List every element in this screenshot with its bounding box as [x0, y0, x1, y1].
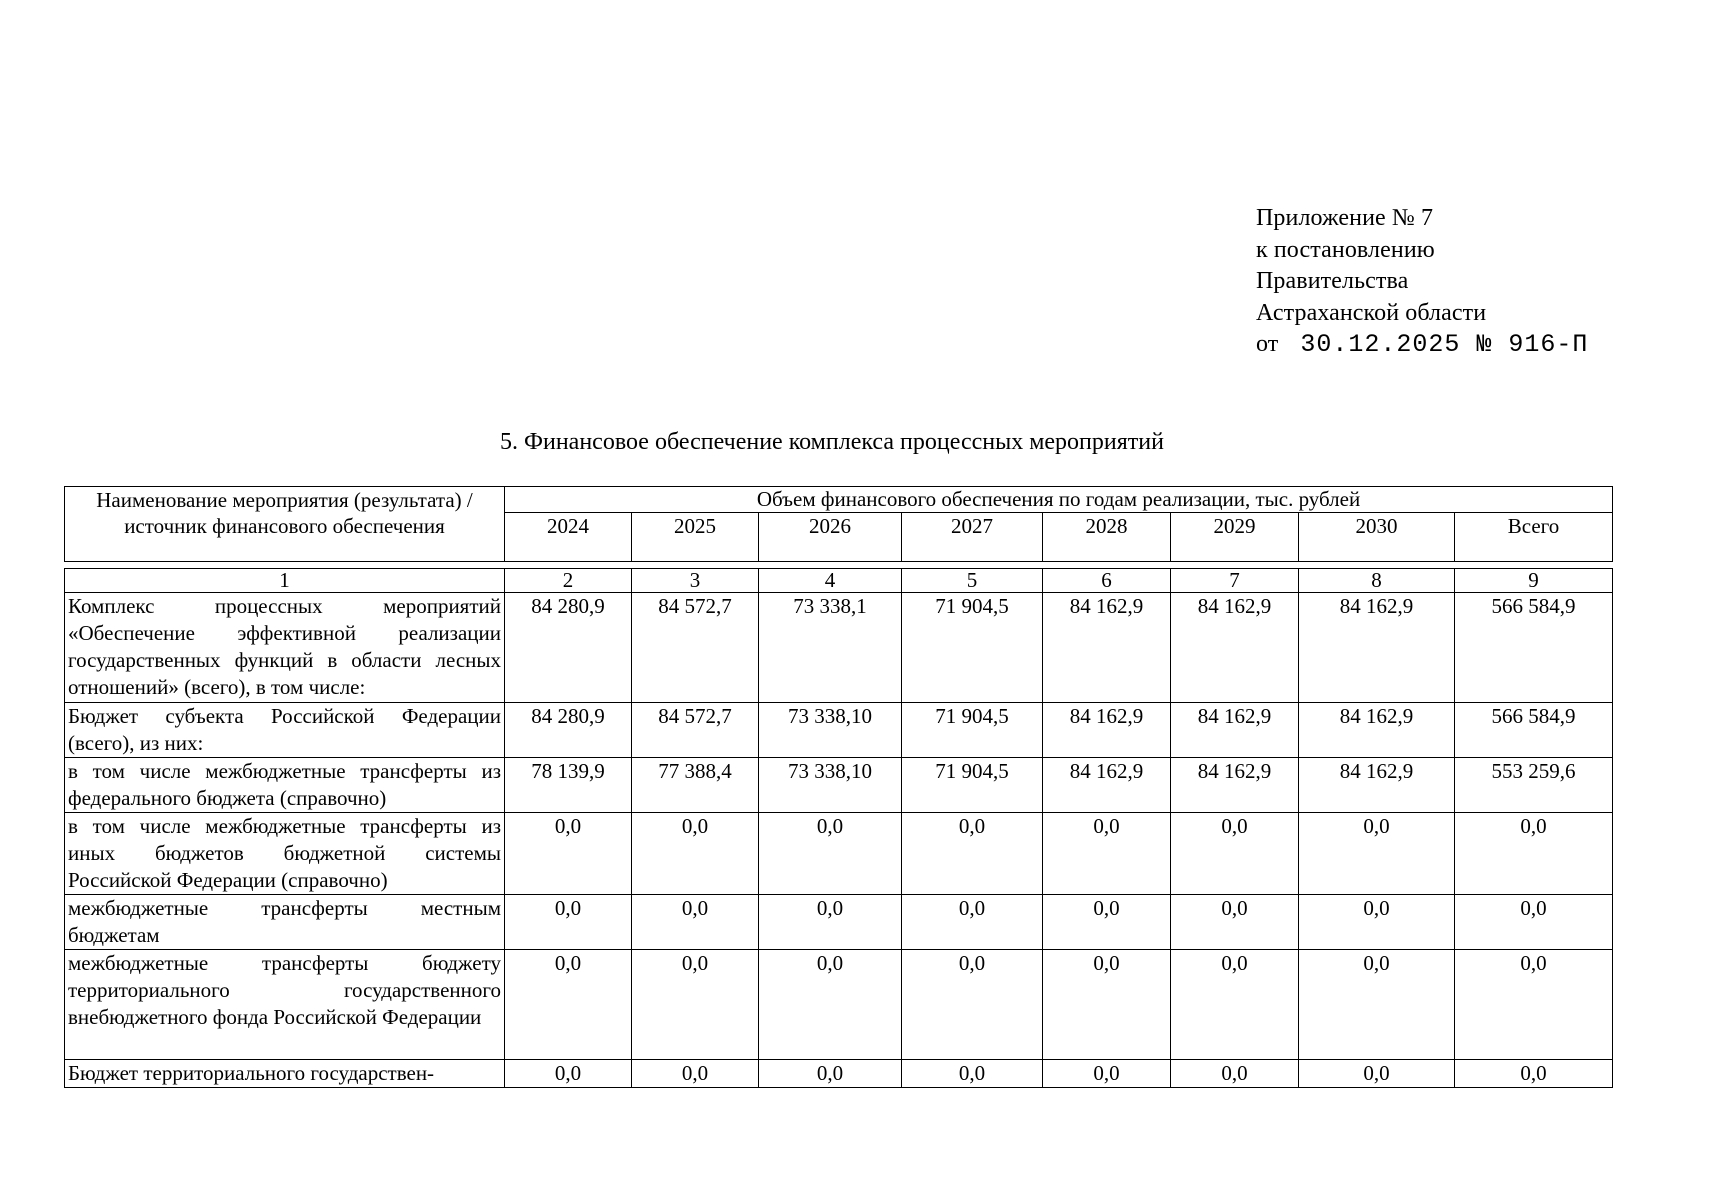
row-name: в том числе межбюджетные трансферты из иных бюджетов бюджетной системы Российской Федерации (справочно): [65, 813, 505, 895]
row-value: 84 162,9: [1171, 703, 1299, 758]
row-value: 71 904,5: [902, 703, 1043, 758]
table-row: [65, 1060, 1613, 1088]
row-value: 0,0: [1043, 1060, 1171, 1088]
row-value: 71 904,5: [902, 758, 1043, 813]
row-value: 0,0: [505, 813, 632, 895]
column-numbers-row: [65, 569, 1613, 593]
column-number: 4: [759, 569, 902, 593]
row-value: 0,0: [1299, 1060, 1455, 1088]
column-number: 5: [902, 569, 1043, 593]
row-value: 0,0: [1043, 895, 1171, 950]
row-total: 0,0: [1455, 1060, 1613, 1088]
row-value: 0,0: [902, 1060, 1043, 1088]
row-value: 73 338,10: [759, 758, 902, 813]
table-row: [65, 950, 1613, 1060]
row-value: 0,0: [759, 950, 902, 1060]
appendix-line-resolution: к постановлению: [1256, 236, 1435, 263]
row-value: 71 904,5: [902, 593, 1043, 703]
row-name: Бюджет субъекта Российской Федерации (всего), из них:: [65, 703, 505, 758]
row-value: 0,0: [505, 895, 632, 950]
header-volume: Объем финансового обеспечения по годам реализации, тыс. рублей: [505, 487, 1613, 513]
column-number: 9: [1455, 569, 1613, 593]
column-number: 3: [632, 569, 759, 593]
year-header: 2026: [759, 513, 902, 562]
date-and-number: 30.12.2025 № 916-П: [1300, 330, 1589, 359]
row-value: 84 162,9: [1043, 758, 1171, 813]
appendix-line-government: Правительства: [1256, 268, 1409, 294]
row-total: 0,0: [1455, 950, 1613, 1060]
column-number: 1: [65, 569, 505, 593]
row-value: 0,0: [759, 1060, 902, 1088]
row-total: 566 584,9: [1455, 593, 1613, 703]
row-value: 0,0: [505, 1060, 632, 1088]
row-value: 84 162,9: [1299, 758, 1455, 813]
row-total: 566 584,9: [1455, 703, 1613, 758]
row-total: 553 259,6: [1455, 758, 1613, 813]
year-header: 2024: [505, 513, 632, 562]
row-value: 73 338,1: [759, 593, 902, 703]
column-number: 2: [505, 569, 632, 593]
row-value: 84 572,7: [632, 593, 759, 703]
appendix-date-line: [1256, 329, 1588, 361]
row-value: 0,0: [632, 950, 759, 1060]
appendix-line-region: Астраханской области: [1256, 299, 1487, 326]
year-header: 2029: [1171, 513, 1299, 562]
row-value: 78 139,9: [505, 758, 632, 813]
row-value: 84 162,9: [1171, 593, 1299, 703]
row-value: 0,0: [1299, 813, 1455, 895]
table-row: [65, 895, 1613, 950]
table-row: [65, 703, 1613, 758]
row-value: 84 162,9: [1043, 703, 1171, 758]
total-header: Всего: [1455, 513, 1613, 562]
date-prefix: от: [1256, 331, 1279, 357]
year-header: 2030: [1299, 513, 1455, 562]
row-name: Комплекс процессных мероприятий «Обеспечение эффективной реализации государственных функций в области лесных отношений» (всего), в том числе:: [65, 593, 505, 703]
row-name: Бюджет территориального государствен-: [65, 1060, 505, 1088]
year-header: 2028: [1043, 513, 1171, 562]
row-value: 0,0: [1299, 895, 1455, 950]
row-name: в том числе межбюджетные трансферты из федерального бюджета (справочно): [65, 758, 505, 813]
row-name: межбюджетные трансферты местным бюджетам: [65, 895, 505, 950]
row-value: 0,0: [902, 950, 1043, 1060]
appendix-block: [1256, 203, 1588, 361]
row-total: 0,0: [1455, 895, 1613, 950]
section-title: 5. Финансовое обеспечение комплекса процессных мероприятий: [500, 429, 1164, 455]
row-value: 84 162,9: [1299, 593, 1455, 703]
row-value: 0,0: [902, 813, 1043, 895]
row-value: 0,0: [632, 895, 759, 950]
year-header: 2025: [632, 513, 759, 562]
row-value: 0,0: [1171, 813, 1299, 895]
column-number: 7: [1171, 569, 1299, 593]
row-value: 0,0: [632, 813, 759, 895]
column-number: 8: [1299, 569, 1455, 593]
row-value: 84 162,9: [1299, 703, 1455, 758]
row-value: 0,0: [902, 895, 1043, 950]
table-row: [65, 593, 1613, 703]
row-total: 0,0: [1455, 813, 1613, 895]
row-value: 84 280,9: [505, 593, 632, 703]
year-header: 2027: [902, 513, 1043, 562]
row-value: 0,0: [759, 813, 902, 895]
table-row: [65, 758, 1613, 813]
row-value: 0,0: [632, 1060, 759, 1088]
row-value: 0,0: [1171, 895, 1299, 950]
row-value: 84 162,9: [1171, 758, 1299, 813]
header-name: Наименование мероприятия (результата) / источник финансового обеспечения: [65, 487, 505, 562]
row-value: 84 280,9: [505, 703, 632, 758]
row-value: 77 388,4: [632, 758, 759, 813]
row-value: 0,0: [1043, 950, 1171, 1060]
row-value: 73 338,10: [759, 703, 902, 758]
row-value: 0,0: [759, 895, 902, 950]
row-value: 0,0: [1299, 950, 1455, 1060]
appendix-title: Приложение № 7: [1256, 205, 1434, 231]
row-value: 0,0: [1171, 950, 1299, 1060]
row-value: 0,0: [505, 950, 632, 1060]
row-name: межбюджетные трансферты бюджету территориального государственного внебюджетного фонда Российской Федерации: [65, 950, 505, 1060]
column-number: 6: [1043, 569, 1171, 593]
row-value: 0,0: [1043, 813, 1171, 895]
financing-table: [64, 486, 1613, 1088]
table-row: [65, 813, 1613, 895]
row-value: 84 162,9: [1043, 593, 1171, 703]
row-value: 84 572,7: [632, 703, 759, 758]
row-value: 0,0: [1171, 1060, 1299, 1088]
